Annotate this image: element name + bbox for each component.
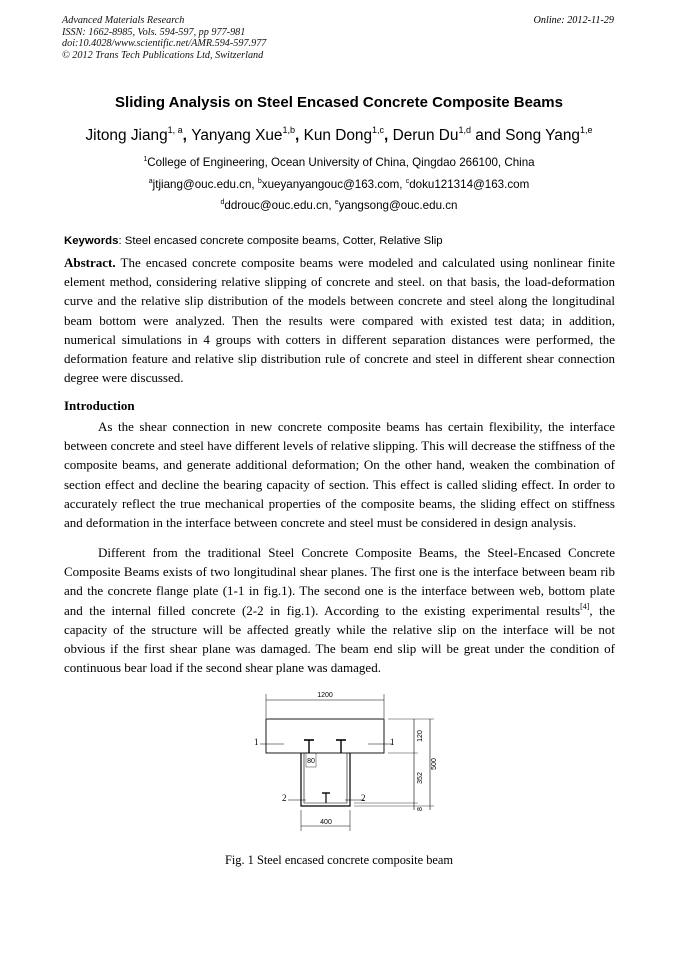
author-separator: , xyxy=(182,127,192,144)
paper-title: Sliding Analysis on Steel Encased Concrete Composite Beams xyxy=(115,94,563,111)
email[interactable]: ddrouc@ouc.edu.cn, xyxy=(224,199,335,212)
cross-section-drawing xyxy=(240,688,440,840)
author-name: Kun Dong xyxy=(303,127,373,144)
section-label-1-left: 1 xyxy=(254,737,259,747)
section-label-2-right: 2 xyxy=(361,793,366,803)
concrete-flange xyxy=(266,719,384,753)
email-sup: a xyxy=(148,178,153,185)
dim-inner-label: 80 xyxy=(307,758,315,765)
section-label-2-left: 2 xyxy=(282,793,287,803)
journal-meta xyxy=(62,15,266,61)
keywords-text: : Steel encased concrete composite beams, Cotter, Relative Slip xyxy=(118,235,443,247)
dim-right-top-label: 120 xyxy=(417,730,424,742)
email[interactable]: yangsong@ouc.edu.cn xyxy=(338,199,458,212)
email-sup: b xyxy=(257,178,262,185)
author-name: Yanyang Xue xyxy=(191,127,283,144)
intro-paragraph-2-text-b: , the capacity of the structure will be affected greatly while the relative slip on the interface will be not obvious if the first shear plane was damaged. The beam end slip will be great under the condition of continuous bear load if the second shear plane was damaged. xyxy=(64,602,615,676)
section-heading-introduction: Introduction xyxy=(64,398,135,413)
section-label-1-right: 1 xyxy=(390,737,395,747)
author-separator: , xyxy=(295,127,304,144)
email-sup: d xyxy=(220,199,225,206)
intro-paragraph-1: As the shear connection in new concrete composite beams has certain flexibility, the interface between concrete and steel have different levels of relative slipping. This will decrease the stiffness of the composite beams, and generate additional deformation; On the other hand, weaken the combination of section effect and decline the bearing capacity of section. This effect is called sliding effect. In order to accurately reflect the true mechanical properties of the composite beams, the sliding effect on stiffness and deformation in the interface between concrete and steel must be considered in design analysis. xyxy=(64,419,615,531)
emails-line-2 xyxy=(0,199,678,212)
email[interactable]: jtjiang@ouc.edu.cn, xyxy=(152,178,258,191)
email-sup: e xyxy=(334,199,339,206)
dim-top-label: 1200 xyxy=(317,692,333,699)
figure-1-caption: Fig. 1 Steel encased concrete composite beam xyxy=(224,853,454,867)
figure-1-cross-section xyxy=(240,688,440,840)
author-name: Song Yang xyxy=(505,127,580,144)
affiliation-sup: 1 xyxy=(143,156,148,163)
email-sup: c xyxy=(405,178,410,185)
journal-name: Advanced Materials Research xyxy=(62,15,185,26)
author-name: Jitong Jiang xyxy=(85,127,168,144)
email[interactable]: xueyanyangouc@163.com, xyxy=(261,178,406,191)
intro-paragraph-2 xyxy=(64,543,615,677)
abstract-text: The encased concrete composite beams were modeled and calculated using nonlinear finite element method, considering relative slipping of concrete and steel. on that basis, the load-deformation curve and the relative slip distribution of the models between concrete and steel along the longitudinal beam bottom were analyzed. Then the results were compared with existed test data; in addition, numerical simulations in 4 groups with cotters in different separation distances were performed, the deformation feature and relative slip distribution rule of concrete and steel in different shear connection degree were discussed. xyxy=(64,255,615,386)
doi-line[interactable]: doi:10.4028/www.scientific.net/AMR.594-597.977 xyxy=(62,38,267,49)
dim-bottom-label: 400 xyxy=(320,819,332,826)
author-list xyxy=(0,127,678,145)
online-date: Online: 2012-11-29 xyxy=(533,15,614,26)
author-name: Derun Du xyxy=(392,127,459,144)
keywords-label: Keywords xyxy=(64,235,119,247)
author-sup: 1, a xyxy=(167,125,183,135)
abstract xyxy=(64,253,615,387)
emails-line-1 xyxy=(0,178,678,191)
author-sup: 1,c xyxy=(372,125,385,135)
dim-right-bot-label: 8 xyxy=(417,807,424,811)
abstract-label: Abstract. xyxy=(64,255,116,270)
affiliation xyxy=(0,156,678,169)
citation-ref[interactable]: [4] xyxy=(580,601,590,611)
author-separator: and xyxy=(471,127,506,144)
email[interactable]: doku121314@163.com xyxy=(409,178,530,191)
dim-right-outer-label: 500 xyxy=(431,758,438,770)
author-separator: , xyxy=(384,127,393,144)
copyright-line: © 2012 Trans Tech Publications Ltd, Switzerland xyxy=(62,49,264,61)
dim-right-mid-label: 352 xyxy=(417,772,424,784)
affiliation-text: College of Engineering, Ocean University of China, Qingdao 266100, China xyxy=(147,156,535,169)
author-sup: 1,b xyxy=(282,125,295,135)
issn-line: ISSN: 1662-8985, Vols. 594-597, pp 977-981 xyxy=(62,26,246,38)
author-sup: 1,e xyxy=(579,125,593,135)
author-sup: 1,d xyxy=(458,125,471,135)
keywords xyxy=(64,235,616,247)
intro-paragraph-2-text-a: Different from the traditional Steel Concrete Composite Beams, the Steel-Encased Concrete Composite Beams exists of two longitudinal shear planes. The first one is the interface between beam rib and the concrete flange plate (1-1 in fig.1). The second one is the interface between web, bottom plate and the internal filled concrete (2-2 in fig.1). According to the existing experimental results xyxy=(64,545,615,618)
